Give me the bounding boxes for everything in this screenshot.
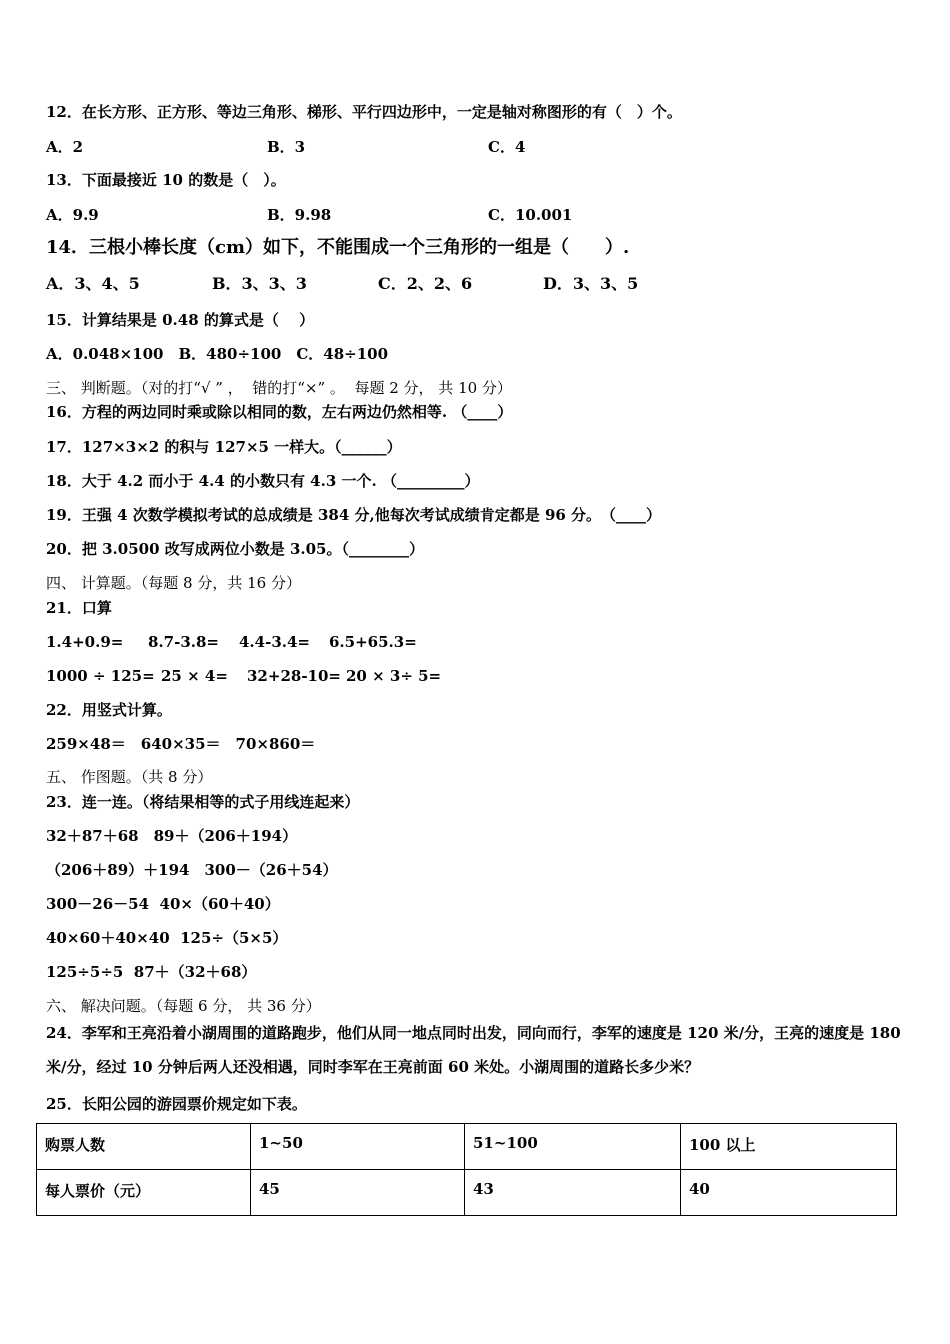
table-cell: 每人票价（元） (37, 1170, 251, 1216)
question-22-title: 22．用竖式计算。 (46, 701, 172, 719)
q14-option-d: D．3、3、5 (543, 274, 639, 293)
table-cell: 45 (251, 1170, 465, 1216)
table-cell: 40 (681, 1170, 897, 1216)
question-24: 24．李军和王亮沿着小湖周围的道路跑步，他们从同一地点同时出发，同向而行，李军的速度是 120 米/分，王亮的速度是 180 米/分，经过 10 分钟后两人还没相遇，同时李军在王亮前面 60 米处。小湖周围的道路长多少米？ (46, 1024, 901, 1076)
table-cell: 43 (465, 1170, 681, 1216)
section-6-heading: 六、 解决问题。（每题 6 分， 共 36 分） (46, 997, 321, 1015)
question-23-title: 23．连一连。（将结果相等的式子用线连起来） (46, 793, 360, 811)
q12-option-b: B．3 (267, 138, 306, 156)
q12-option-c: C．4 (488, 138, 526, 156)
question-20: 20．把 3.0500 改写成两位小数是 3.05。（________） (46, 540, 424, 558)
q14-option-c: C．2、2、6 (378, 274, 473, 293)
q21-r1-c3: 4.4-3.4= (239, 633, 310, 651)
table-cell: 100 以上 (681, 1124, 897, 1170)
question-21-title: 21．口算 (46, 599, 112, 617)
q21-r1-c2: 8.7-3.8= (148, 633, 219, 651)
q23-pair-5: 125÷5÷5 87＋（32＋68） (46, 963, 257, 981)
q22-expressions: 259×48＝ 640×35＝ 70×860＝ (46, 735, 316, 753)
question-14: 14．三根小棒长度（cm）如下，不能围成一个三角形的一组是（ ）. (46, 237, 630, 258)
q21-r1-c4: 6.5+65.3= (329, 633, 417, 651)
q13-option-b: B．9.98 (267, 206, 332, 224)
q23-pair-1: 32＋87＋68 89＋（206＋194） (46, 827, 298, 845)
q23-pair-4: 40×60＋40×40 125÷（5×5） (46, 929, 288, 947)
table-row (37, 1170, 897, 1216)
q21-r2-c4: 20 × 3÷ 5= (346, 667, 442, 685)
section-5-heading: 五、 作图题。（共 8 分） (46, 768, 213, 786)
q23-pair-3: 300－26－54 40×（60＋40） (46, 895, 280, 913)
q14-option-a: A．3、4、5 (46, 274, 140, 293)
table-row (37, 1124, 897, 1170)
ticket-price-table (36, 1123, 897, 1216)
question-17: 17．127×3×2 的积与 127×5 一样大。（______） (46, 438, 402, 456)
question-19: 19．王强 4 次数学模拟考试的总成绩是 384 分,他每次考试成绩肯定都是 96 分。 （____） (46, 506, 662, 524)
question-12: 12．在长方形、正方形、等边三角形、梯形、平行四边形中，一定是轴对称图形的有（ ）个。 (46, 103, 682, 121)
question-13: 13．下面最接近 10 的数是（ ）。 (46, 171, 286, 189)
q14-option-b: B．3、3、3 (212, 274, 307, 293)
section-3-heading: 三、 判断题。（对的打“√ ” ， 错的打“×” 。 每题 2 分， 共 10 分） (46, 379, 512, 397)
q23-pair-2: （206＋89）＋194 300－（26＋54） (46, 861, 338, 879)
table-cell: 购票人数 (37, 1124, 251, 1170)
q12-option-a: A．2 (46, 138, 84, 156)
question-25: 25．长阳公园的游园票价规定如下表。 (46, 1095, 307, 1113)
q21-r1-c1: 1.4+0.9= (46, 633, 124, 651)
q13-option-a: A．9.9 (46, 206, 99, 224)
q13-option-c: C．10.001 (488, 206, 573, 224)
q21-r2-c3: 32+28-10= (247, 667, 341, 685)
question-16: 16．方程的两边同时乘或除以相同的数，左右两边仍然相等. （____） (46, 403, 513, 421)
q15-options: A．0.048×100 B．480÷100 C．48÷100 (46, 345, 389, 363)
q21-r2-c1: 1000 ÷ 125= (46, 667, 155, 685)
question-18: 18．大于 4.2 而小于 4.4 的小数只有 4.3 一个. （_________） (46, 472, 480, 490)
section-4-heading: 四、 计算题。（每题 8 分，共 16 分） (46, 574, 301, 592)
q21-r2-c2: 25 × 4= (161, 667, 228, 685)
table-cell: 1~50 (251, 1124, 465, 1170)
table-cell: 51~100 (465, 1124, 681, 1170)
question-15: 15．计算结果是 0.48 的算式是（ ） (46, 311, 315, 329)
